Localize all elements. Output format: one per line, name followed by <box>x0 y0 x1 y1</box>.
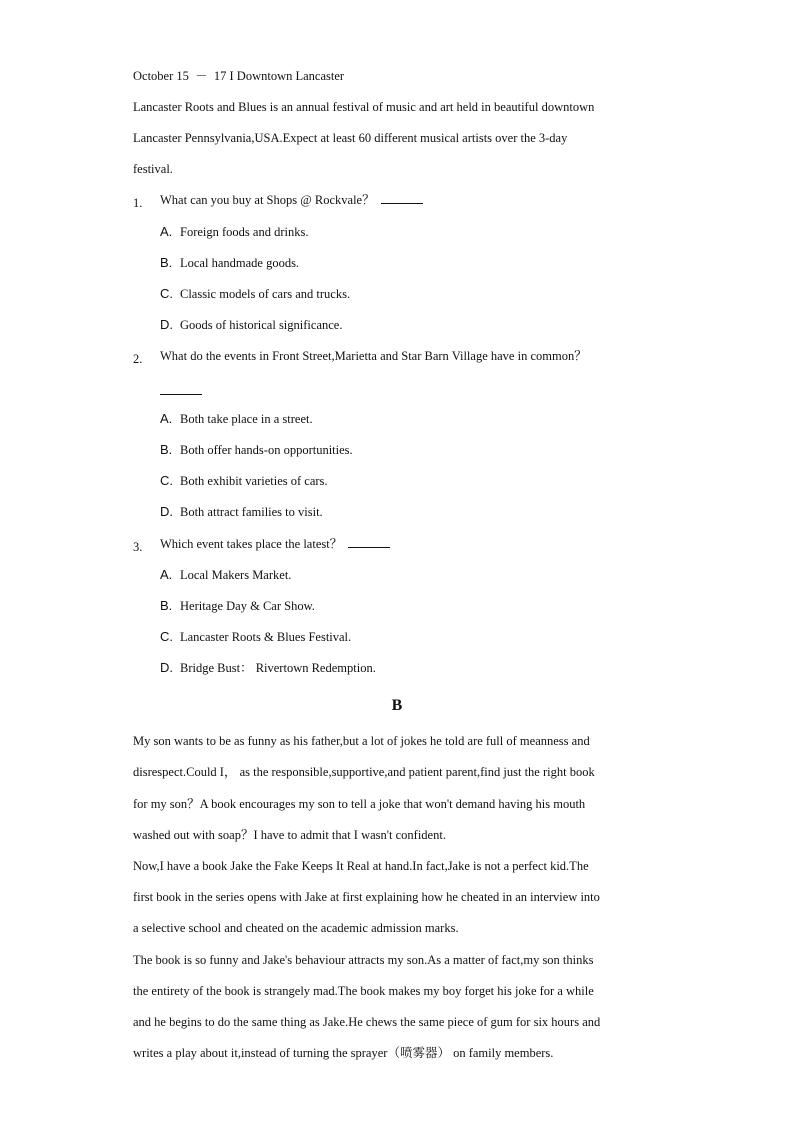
passage-line-10: and he begins to do the same thing as Jake.He chews the same piece of gum for six hours and <box>133 1015 601 1029</box>
passage-line-5: Now,I have a book Jake the Fake Keeps It Real at hand.In fact,Jake is not a perfect kid.The <box>133 859 589 873</box>
question-2-number: 2. <box>133 352 143 366</box>
passage-line-7: a selective school and cheated on the academic admission marks. <box>133 921 459 935</box>
intro-line-3: festival. <box>133 162 173 176</box>
question-1-option-d[interactable]: D. Goods of historical significance. <box>160 317 343 332</box>
question-1-option-c[interactable]: C. Classic models of cars and trucks. <box>160 286 351 301</box>
question-3-number: 3. <box>133 540 143 554</box>
question-3-option-c[interactable]: C. Lancaster Roots & Blues Festival. <box>160 629 352 644</box>
question-2-option-c[interactable]: C. Both exhibit varieties of cars. <box>160 473 328 488</box>
answer-blank-1[interactable] <box>381 192 423 204</box>
question-1-option-b[interactable]: B. Local handmade goods. <box>160 255 300 270</box>
question-2-option-a[interactable]: A. Both take place in a street. <box>160 411 313 426</box>
question-3-option-d[interactable]: D. Bridge Bust： Rivertown Redemption. <box>160 660 376 675</box>
question-2-option-b[interactable]: B. Both offer hands-on opportunities. <box>160 442 353 457</box>
question-3-text: Which event takes place the latest？ <box>160 537 343 551</box>
question-1 <box>160 192 423 208</box>
question-3-option-b[interactable]: B. Heritage Day & Car Show. <box>160 598 315 613</box>
question-3 <box>160 536 390 552</box>
question-1-option-a[interactable]: A. Foreign foods and drinks. <box>160 224 309 239</box>
passage-line-8: The book is so funny and Jake's behaviour attracts my son.As a matter of fact,my son thinks <box>133 953 594 967</box>
passage-line-1: My son wants to be as funny as his father,but a lot of jokes he told are full of meanness and <box>133 734 590 748</box>
passage-line-9: the entirety of the book is strangely mad.The book makes my boy forget his joke for a while <box>133 984 594 998</box>
passage-line-2: disrespect.Could I， as the responsible,supportive,and patient parent,find just the right book <box>133 765 595 779</box>
section-b-heading: B <box>391 697 403 714</box>
passage-line-3: for my son？A book encourages my son to tell a joke that won't demand having his mouth <box>133 797 586 811</box>
answer-blank-2[interactable] <box>160 393 202 395</box>
question-1-number: 1. <box>133 196 143 210</box>
intro-line-2: Lancaster Pennsylvania,USA.Expect at least 60 different musical artists over the 3-day <box>133 131 568 145</box>
question-2-text: What do the events in Front Street,Marietta and Star Barn Village have in common？ <box>160 349 587 363</box>
intro-line-1: Lancaster Roots and Blues is an annual festival of music and art held in beautiful downtown <box>133 100 595 114</box>
answer-blank-3[interactable] <box>348 536 390 548</box>
passage-line-4: washed out with soap？I have to admit that I wasn't confident. <box>133 828 446 842</box>
passage-line-6: first book in the series opens with Jake at first explaining how he cheated in an interview into <box>133 890 600 904</box>
passage-line-11: writes a play about it,instead of turning the sprayer（喷雾器） on family members. <box>133 1046 554 1060</box>
date-location-line: October 15 － 17 I Downtown Lancaster <box>133 69 345 83</box>
question-1-text: What can you buy at Shops @ Rockvale？ <box>160 193 375 207</box>
question-2-option-d[interactable]: D. Both attract families to visit. <box>160 504 323 519</box>
question-3-option-a[interactable]: A. Local Makers Market. <box>160 567 292 582</box>
